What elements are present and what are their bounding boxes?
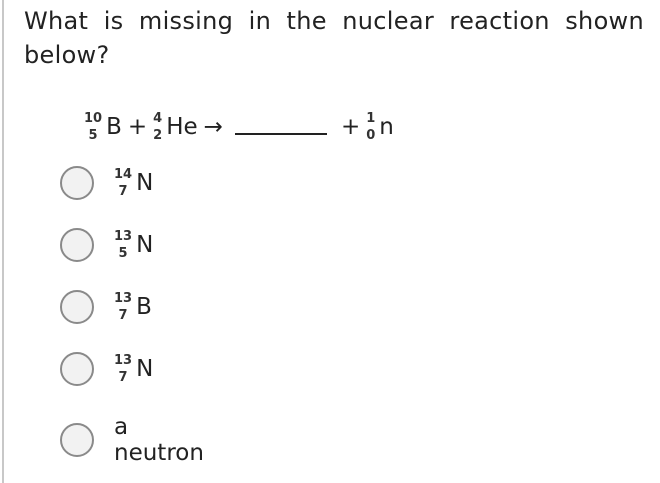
mass-number: 4 xyxy=(153,111,163,126)
plus-sign: + xyxy=(127,114,148,140)
element-symbol: N xyxy=(136,232,154,258)
mass-number: 13 xyxy=(114,291,133,306)
mass-number: 13 xyxy=(114,229,133,244)
option-neutron[interactable] xyxy=(60,414,204,466)
question-text: What is missing in the nuclear reaction shown below? xyxy=(24,7,644,69)
option-label: a neutron xyxy=(114,414,204,466)
reactant-boron xyxy=(84,110,122,144)
radio-button[interactable] xyxy=(60,290,94,324)
element-symbol: N xyxy=(136,170,154,196)
mass-number: 1 xyxy=(366,111,376,126)
nuclear-equation xyxy=(84,104,394,150)
mass-number: 14 xyxy=(114,167,133,182)
atomic-number: 7 xyxy=(118,308,128,323)
atomic-number: 5 xyxy=(88,128,98,143)
option-b13[interactable] xyxy=(60,290,152,324)
atomic-number: 5 xyxy=(118,246,128,261)
plus-sign: + xyxy=(340,114,361,140)
option-n13-5[interactable] xyxy=(60,228,153,262)
left-border xyxy=(2,0,4,483)
atomic-number: 7 xyxy=(118,370,128,385)
atomic-number: 7 xyxy=(118,184,128,199)
radio-button[interactable] xyxy=(60,228,94,262)
option-n14[interactable] xyxy=(60,166,153,200)
element-symbol: N xyxy=(136,356,154,382)
radio-button[interactable] xyxy=(60,352,94,386)
mass-number: 13 xyxy=(114,353,133,368)
atomic-number: 0 xyxy=(366,128,376,143)
atomic-number: 2 xyxy=(153,128,163,143)
reactant-helium xyxy=(153,110,198,144)
missing-product-blank xyxy=(235,133,327,135)
element-symbol: B xyxy=(106,114,122,140)
element-symbol: B xyxy=(136,294,152,320)
radio-button[interactable] xyxy=(60,166,94,200)
reaction-arrow: → xyxy=(203,114,223,140)
product-neutron xyxy=(366,110,394,144)
option-n13-7[interactable] xyxy=(60,352,153,386)
element-symbol: He xyxy=(166,114,198,140)
radio-button[interactable] xyxy=(60,423,94,457)
mass-number: 10 xyxy=(84,111,103,126)
element-symbol: n xyxy=(379,114,394,140)
